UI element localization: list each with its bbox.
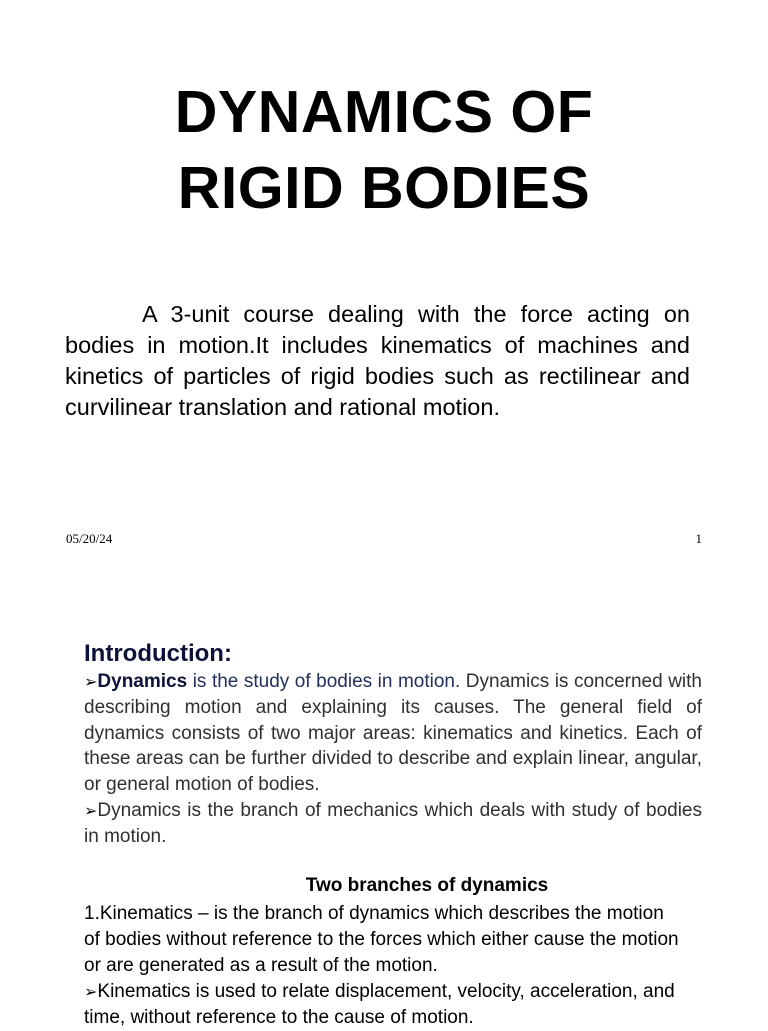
- slide-2: [0, 580, 768, 1028]
- arrow-bullet-icon: ➢: [84, 672, 98, 691]
- bullet-dynamics-lead: is the study of bodies in motion: [187, 671, 455, 692]
- introduction-heading: Introduction:: [84, 640, 232, 667]
- slide-date: 05/20/24: [66, 531, 113, 546]
- bullet-dynamics-rest: . Dynamics is concerned with describing motion and explaining its causes. The general field of dynamics consists of two major areas: kinematics and kinetics. Each of these areas can be further divided to describe and explain linear, angular, or general motion of bodies.: [84, 671, 702, 796]
- kinematics-definition: 1.Kinematics – is the branch of dynamics which describes the motion of bodies without reference to the forces which either cause the motion or are generated as a result of the motion.: [84, 903, 679, 976]
- bullet-dynamics-branch: [84, 798, 702, 850]
- kinematics-bullet: [84, 979, 684, 1031]
- bullet-dynamics-branch-text: Dynamics is the branch of mechanics which deals with study of bodies in motion.: [84, 799, 702, 847]
- slide-page-number: 1: [695, 531, 702, 546]
- kinematics-bullet-text: Kinematics is used to relate displacement, velocity, acceleration, and time, without reference to the cause of motion.: [84, 981, 675, 1028]
- branches-heading: Two branches of dynamics: [305, 875, 549, 896]
- branches-body: [84, 901, 684, 1031]
- bullet-dynamics-definition: [84, 669, 702, 798]
- arrow-bullet-icon: ➢: [84, 800, 98, 820]
- course-title: [0, 74, 768, 226]
- course-description: A 3-unit course dealing with the force acting on bodies in motion.It includes kinematics of machines and kinetics of particles of rigid bodies such as rectilinear and curvilinear translation and rational motion.: [65, 301, 690, 420]
- course-title-line-2: RIGID BODIES: [177, 155, 591, 221]
- course-title-line-1: DYNAMICS OF: [174, 79, 594, 145]
- arrow-bullet-icon: ➢: [84, 982, 98, 1001]
- keyword-dynamics: Dynamics: [97, 671, 188, 692]
- introduction-body: [84, 669, 702, 850]
